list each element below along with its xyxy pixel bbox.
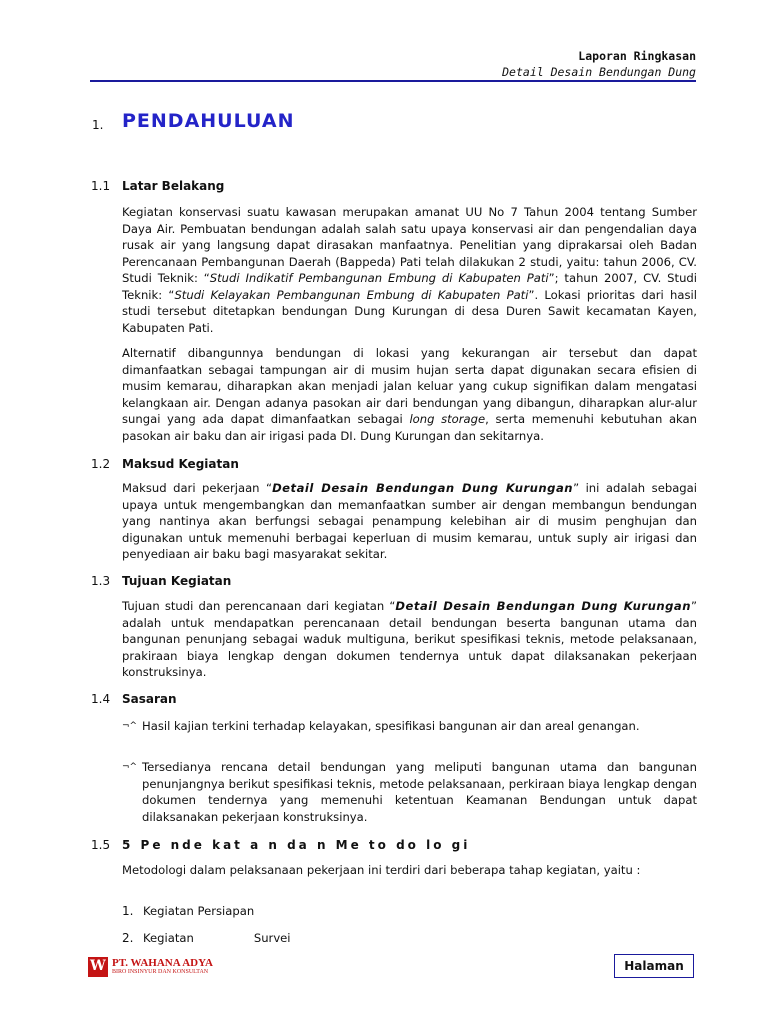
text-run: Maksud dari pekerjaan “	[122, 481, 273, 495]
list-number: 2.	[122, 931, 134, 945]
paragraph	[122, 345, 697, 444]
logo-mark-icon	[88, 957, 108, 977]
text-run: Tujuan studi dan perencanaan dari kegiatan “	[122, 599, 396, 613]
paragraph	[122, 598, 697, 681]
bullet-marker-icon: ¬^	[122, 762, 138, 772]
section-title: 5 Pe nde kat a n da n Me to do lo gi	[122, 838, 471, 852]
section-heading-1-1	[91, 179, 224, 193]
section-title: Sasaran	[122, 692, 177, 706]
text-run: ” ini adalah sebagai upaya untuk mengembangkan dan memanfaatkan sumber air dengan membangun bendungan yang nantinya akan berfungsi sebagai penampung kelebihan air di musim penghujan dan digunakan untuk memenuhi berbagai keperluan di musim kemarau, untuk suply air irigasi dan penyediaan air baku bagi masyarakat sekitar.	[122, 481, 697, 561]
paragraph	[122, 204, 697, 336]
bullet-item	[122, 759, 697, 825]
section-title: Latar Belakang	[122, 179, 225, 193]
section-number: 1.5	[91, 838, 111, 852]
list-number: 1.	[122, 904, 134, 918]
text-run: Kegiatan konservasi suatu kawasan merupakan amanat UU No 7 Tahun 2004 tentang Sumber Daya Air. Pembuatan bendungan adalah salah satu upaya konservasi air dan pengendalian daya rusak air yang langsung dapat dirasakan manfaatnya. Penelitian yang diprakarsai oleh Badan Perencanaan Pembangunan Daerah (Bappeda) Pati telah dilakukan 2 studi, yaitu: tahun 2006, CV. Studi Teknik: “	[122, 205, 697, 285]
section-heading-1-2	[91, 457, 239, 471]
section-number: 1.1	[91, 179, 111, 193]
list-text: Kegiatan Persiapan	[143, 904, 255, 918]
italic-title: Studi Kelayakan Pembangunan Embung di Kabupaten Pati	[174, 287, 529, 302]
company-logo	[88, 957, 228, 979]
section-heading-1-5	[91, 838, 470, 852]
paragraph	[122, 480, 697, 563]
text-run: , serta memenuhi kebutuhan akan pasokan air baku dan air irigasi pada DI. Dung Kurungan dan sekitarnya.	[122, 412, 698, 443]
bullet-text: Tersedianya rencana detail bendungan yang meliputi bangunan utama dan bangunan penunjangnya berikut spesifikasi teknis, metode pelaksanaan, perkiraan biaya lengkap dengan dokumen tendernya yang memenuhi ketentuan Keamanan Bendungan untuk dapat dilaksanakan pekerjaan konstruksinya.	[142, 760, 697, 824]
chapter-title: PENDAHULUAN	[122, 110, 295, 132]
section-number: 1.2	[91, 457, 111, 471]
header-divider	[90, 80, 696, 82]
section-heading-1-4	[91, 692, 177, 706]
bullet-item	[122, 718, 697, 735]
header-report-type: Laporan Ringkasan	[578, 49, 696, 63]
header-project-title: Detail Desain Bendungan Dung	[502, 65, 696, 79]
section-title: Tujuan Kegiatan	[122, 574, 232, 588]
section-title: Maksud Kegiatan	[122, 457, 239, 471]
section-number: 1.4	[91, 692, 111, 706]
bullet-marker-icon: ¬^	[122, 721, 138, 731]
company-tagline: BIRO INSINYUR DAN KONSULTAN	[112, 969, 209, 975]
text-run: ” adalah untuk mendapatkan perencanaan detail bendungan beserta bangunan utama dan bangunan penunjang sebagai waduk multiguna, berikut spesifikasi teknis, metode pelaksanaan, prakiraan biaya lengkap dengan dokumen tendernya untuk dapat dilaksanakan pekerjaan konstruksinya.	[122, 599, 697, 679]
list-text-secondary: Survei	[253, 931, 291, 945]
bullet-text: Hasil kajian terkini terhadap kelayakan, spesifikasi bangunan air dan areal genangan.	[142, 719, 640, 733]
italic-title: Detail Desain Bendungan Dung Kurungan	[395, 599, 691, 613]
chapter-number: 1.	[92, 118, 104, 132]
company-name: PT. WAHANA ADYA	[112, 957, 213, 969]
text-run: ”; tahun 2007, CV. Studi Teknik: “	[122, 271, 698, 302]
italic-title: Studi Indikatif Pembangunan Embung di Kabupaten Pati	[209, 271, 549, 285]
section-heading-1-3	[91, 574, 231, 588]
page-label-box: Halaman	[614, 954, 694, 978]
italic-term: long storage	[409, 412, 486, 426]
italic-title: Detail Desain Bendungan Dung Kurungan	[272, 481, 574, 495]
list-text: Kegiatan	[143, 931, 194, 945]
paragraph: Metodologi dalam pelaksanaan pekerjaan ini terdiri dari beberapa tahap kegiatan, yaitu :	[122, 863, 641, 877]
section-number: 1.3	[91, 574, 111, 588]
list-item	[122, 903, 254, 919]
running-header	[90, 48, 696, 80]
text-run: Alternatif dibangunnya bendungan di lokasi yang kekurangan air tersebut dan dapat dimanfaatkan sebagai tampungan air di musim hujan serta dapat digunakan secara efisien di musim kemarau, diharapkan akan menjadi jalan keluar yang cukup signifikan dalam mengatasi kelangkaan air. Dengan adanya pasokan air dari bendungan yang dibangun, diharapkan alur-alur sungai yang ada dapat dimanfaatkan sebagai	[122, 346, 697, 426]
list-item	[122, 930, 291, 946]
text-run: ”. Lokasi prioritas dari hasil studi tersebut ditetapkan bendungan Dung Kurungan di desa Duren Sawit kecamatan Kayen, Kabupaten Pati.	[122, 287, 697, 335]
